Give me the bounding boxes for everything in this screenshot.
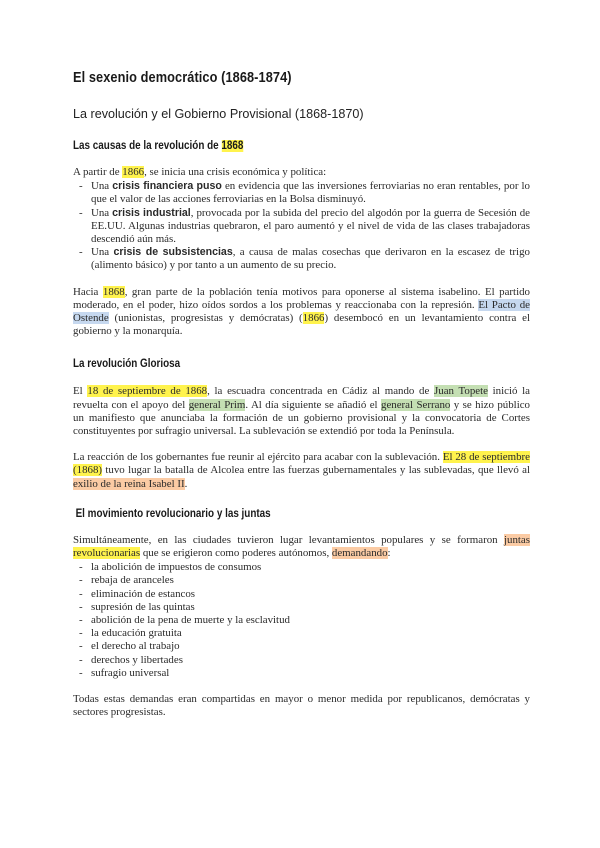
list-item: - derechos y libertades [73, 654, 530, 667]
paragraph-hacia-1868 [73, 286, 530, 339]
text: Hacia [73, 285, 103, 298]
document-title: El sexenio democrático (1868-1874) [73, 70, 292, 86]
section-heading-causas [73, 140, 466, 152]
list-item [73, 207, 530, 247]
highlight-year: 1866 [302, 312, 325, 325]
section-heading-gloriosa: La revolución Gloriosa [73, 358, 181, 371]
paragraph-18-septiembre [73, 385, 530, 438]
document-subtitle: La revolución y el Gobierno Provisional (1868-1870) [73, 107, 364, 121]
text: Una [91, 206, 113, 219]
list-item: - abolición de la pena de muerte y la esclavitud [73, 614, 530, 627]
bold-term: crisis de subsistencias [113, 246, 233, 259]
text: La reacción de los gobernantes fue reunir al ejército para acabar con la sublevación. [73, 451, 443, 464]
list-item: - la educación gratuita [73, 627, 530, 640]
highlight-person: general Serrano [381, 398, 451, 411]
list-item [73, 246, 530, 272]
text: tuvo lugar la batalla de Alcolea entre las fuerzas gubernamentales y las sublevadas, que llevó al [102, 464, 530, 477]
highlight-exilio: exilio de la reina Isabel II [73, 477, 185, 490]
list-item: - la abolición de impuestos de consumos [73, 561, 530, 574]
text: Simultáneamente, en las ciudades tuvieron lugar levantamientos populares y se formaron [73, 533, 504, 546]
list-item: - rebaja de aranceles [73, 574, 530, 587]
demands-list [73, 561, 530, 680]
text: . Al día siguiente se añadió el [245, 398, 381, 411]
text: , la escuadra concentrada en Cádiz al mando de [207, 385, 435, 398]
list-item: - supresión de las quintas [73, 601, 530, 614]
highlight-person: general Prim [188, 398, 246, 411]
bold-term: crisis industrial [112, 206, 191, 219]
list-item: - el derecho al trabajo [73, 640, 530, 653]
document-page [73, 70, 530, 720]
text: , provocada por la subida del precio del algodón por la guerra de Secesión de EE.UU. Algunas industrias quebraron, el paro aumentó y el nivel de vida de las clases trabajadoras descendió aún más. [91, 206, 531, 246]
paragraph-intro [73, 166, 530, 179]
paragraph-closing: Todas estas demandas eran compartidas en mayor o menor medida por republicanos, demócratas y sectores progresistas. [73, 693, 530, 719]
text: ) desembocó en un levantamiento contra el gobierno y la monarquía. [73, 312, 530, 338]
text: Una [91, 246, 114, 259]
text: inició la revuelta con el apoyo del [73, 385, 531, 411]
bold-term: crisis financiera puso [112, 180, 222, 193]
highlight-person: Juan Topete [434, 385, 488, 398]
text: Una [91, 180, 113, 193]
section-heading-juntas: El movimiento revolucionario y las juntas [75, 507, 271, 520]
text: : [387, 547, 391, 560]
highlight-year: 1868 [102, 285, 125, 298]
text: en evidencia que las inversiones ferroviarias no eran rentables, por lo que el valor de las acciones ferroviarias en la Bolsa disminuyó. [91, 180, 530, 206]
list-item: - eliminación de estancos [73, 588, 530, 601]
highlight-revolucionarias: revolucionarias [73, 547, 141, 560]
paragraph-simultaneamente [73, 534, 530, 560]
crisis-list [73, 180, 530, 272]
text: . [184, 477, 188, 490]
text: , se inicia una crisis económica y política: [144, 166, 327, 178]
text: El [73, 385, 88, 398]
highlight-demandando: demandando [331, 547, 388, 560]
list-item: - sufragio universal [73, 667, 530, 680]
highlight-year: 1868 [221, 140, 244, 152]
heading-text: Las causas de la revolución de [73, 140, 222, 152]
list-item [73, 180, 530, 206]
text: que se erigieron como poderes autónomos, [140, 547, 332, 560]
highlight-pacto: El Pacto de Ostende [73, 298, 530, 325]
text: y se hizo público un manifiesto que anunciaba la formación de un gobierno provisional y la convocatoria de Cortes constituyentes por sufragio universal. La sublevación se extendió por toda la Península. [73, 398, 530, 438]
highlight-date: El 28 de septiembre (1868) [73, 451, 530, 477]
highlight-year: 1866 [122, 166, 145, 178]
text: (unionistas, progresistas y demócratas) ( [108, 312, 303, 325]
highlight-juntas: juntas [503, 533, 530, 546]
text: A partir de [73, 166, 123, 178]
highlight-date: 18 de septiembre de 1868 [87, 385, 208, 398]
paragraph-reaccion [73, 451, 530, 491]
text: , a causa de malas cosechas que derivaron en la escasez de trigo (alimento básico) y por tanto a un aumento de su precio. [91, 246, 530, 272]
text: , gran parte de la población tenía motivos para oponerse al sistema isabelino. El partido moderado, en el poder, hizo oídos sordos a los problemas y reaccionaba con la represión. [73, 285, 531, 311]
